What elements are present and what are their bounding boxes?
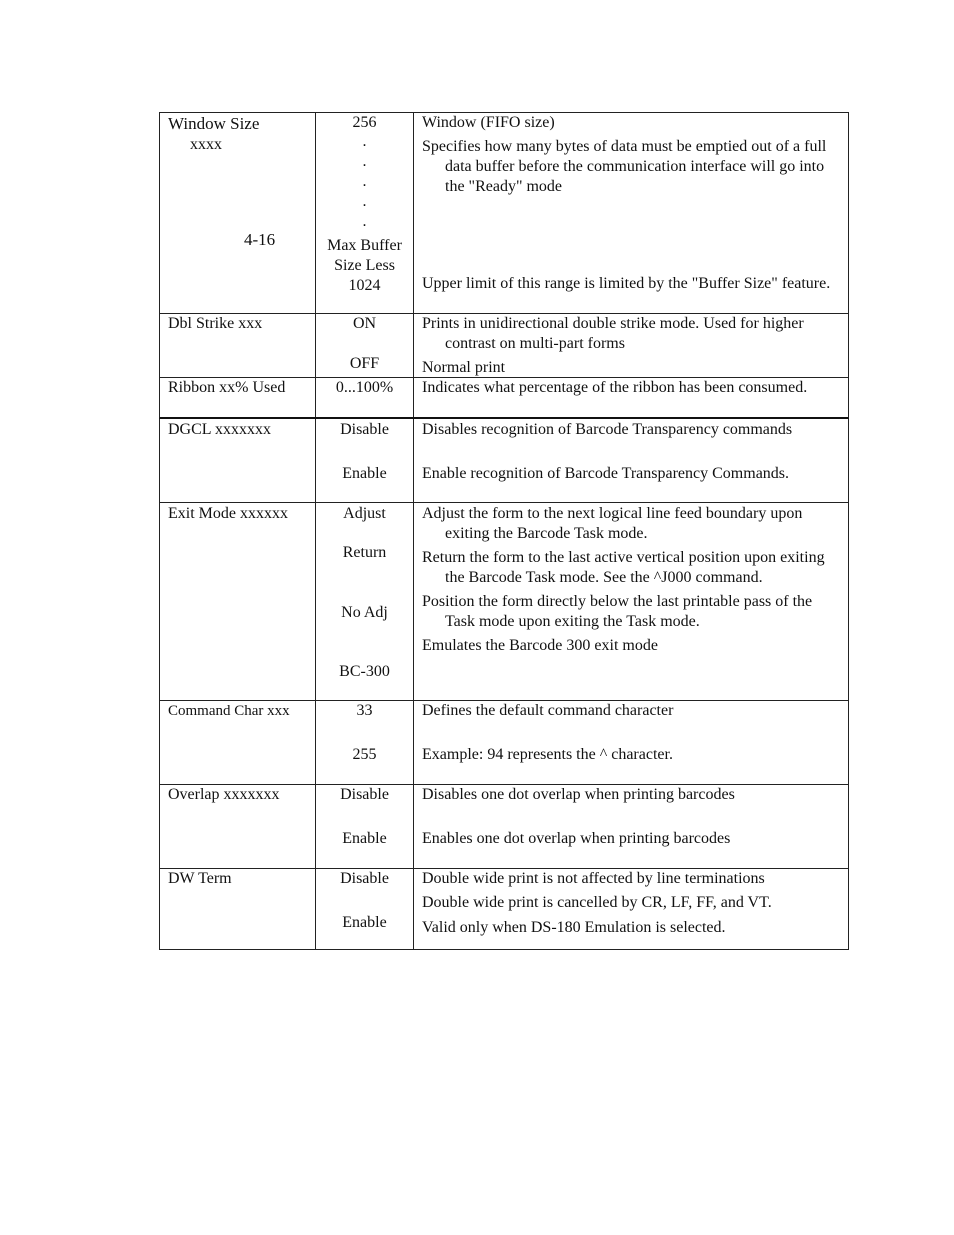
description-item: Emulates the Barcode 300 exit mode [422,637,658,654]
description-cell [414,314,848,377]
value-item: . [362,153,367,170]
setting-cell [160,869,316,949]
value-item: 255 [352,746,377,763]
value-cell [316,378,414,417]
description-item: Window (FIFO size) [422,114,555,131]
setting-name: Command Char xxx [168,703,290,719]
value-item: Disable [340,870,389,887]
value-item: ON [352,315,377,332]
value-cell [316,503,414,700]
value-item: 256 [352,114,377,131]
setting-name: DW Term [168,870,232,887]
value-item: Enable [342,465,387,482]
setting-name: Overlap xxxxxxx [168,786,280,803]
description-item: Disables one dot overlap when printing barcodes [422,786,735,803]
table-row-command-char [159,701,849,785]
description-item: Position the form directly below the last printable pass of the Task mode upon exiting the Task mode. [422,593,813,630]
description-item: Disables recognition of Barcode Transparency commands [422,421,793,438]
description-item: Prints in unidirectional double strike mode. Used for higher contrast on multi-part forms [422,315,804,352]
description-item: Enables one dot overlap when printing barcodes [422,830,731,847]
table-row-dgcl [159,419,849,503]
value-item: Adjust [343,505,386,522]
setting-cell [160,419,316,502]
setting-cell [160,314,316,377]
value-item: Return [342,544,387,561]
setting-cell [160,503,316,700]
description-item: Return the form to the last active vertical position upon exiting the Barcode Task mode. See the ^J000 command. [422,549,825,586]
description-cell [414,113,848,313]
value-cell [316,113,414,313]
table-row-overlap [159,785,849,869]
value-item: . [362,173,367,190]
table-row-exit-mode [159,503,849,701]
description-item: Indicates what percentage of the ribbon has been consumed. [422,379,808,396]
range-note: 4-16 [244,230,276,249]
description-item: Example: 94 represents the ^ character. [422,746,673,763]
value-item: Enable [342,914,387,931]
description-item: Valid only when DS-180 Emulation is selected. [422,919,726,936]
setting-name: Exit Mode xxxxxx [168,505,288,522]
value-cell [316,785,414,868]
table-row-window-size [159,112,849,314]
setting-name: Window Size [168,114,260,133]
table-row-ribbon [159,378,849,419]
value-item: OFF [349,355,380,372]
description-cell [414,701,848,784]
description-cell [414,419,848,502]
description-item: Normal print [422,359,506,376]
value-item: 33 [356,702,373,719]
description-item: Double wide print is not affected by line terminations [422,870,765,887]
table-row-dw-term [159,869,849,950]
description-cell [414,869,848,949]
value-cell [316,314,414,377]
setting-cell [160,378,316,417]
setting-name: Dbl Strike xxx [168,315,263,332]
setting-cell [160,701,316,784]
description-cell [414,378,848,417]
value-item: . [362,193,367,210]
description-cell [414,785,848,868]
description-item: Enable recognition of Barcode Transparency Commands. [422,465,790,482]
value-cell [316,701,414,784]
value-item: . [362,213,367,230]
setting-cell [160,785,316,868]
value-item: Max Buffer Size Less 1024 [327,237,402,294]
value-item: 0...100% [335,379,394,396]
setting-name: DGCL xxxxxxx [168,421,271,438]
setting-cell [160,113,316,313]
description-item: Upper limit of this range is limited by the "Buffer Size" feature. [422,275,831,292]
description-cell [414,503,848,700]
value-item: No Adj [341,604,388,621]
value-cell [316,419,414,502]
value-item: Disable [340,421,389,438]
description-item: Defines the default command character [422,702,674,719]
settings-table [159,112,849,950]
value-item: . [362,133,367,150]
value-item: Disable [340,786,389,803]
setting-sub: xxxx [190,136,222,153]
value-item: BC-300 [339,663,390,680]
setting-name: Ribbon xx% Used [168,379,286,396]
value-cell [316,869,414,949]
description-item: Double wide print is cancelled by CR, LF, FF, and VT. [422,894,772,911]
table-row-dbl-strike [159,314,849,378]
value-item: Enable [342,830,387,847]
description-item: Specifies how many bytes of data must be emptied out of a full data buffer before the communication interface will go into the "Ready" mode [422,138,827,195]
description-item: Adjust the form to the next logical line feed boundary upon exiting the Barcode Task mode. [422,505,803,542]
